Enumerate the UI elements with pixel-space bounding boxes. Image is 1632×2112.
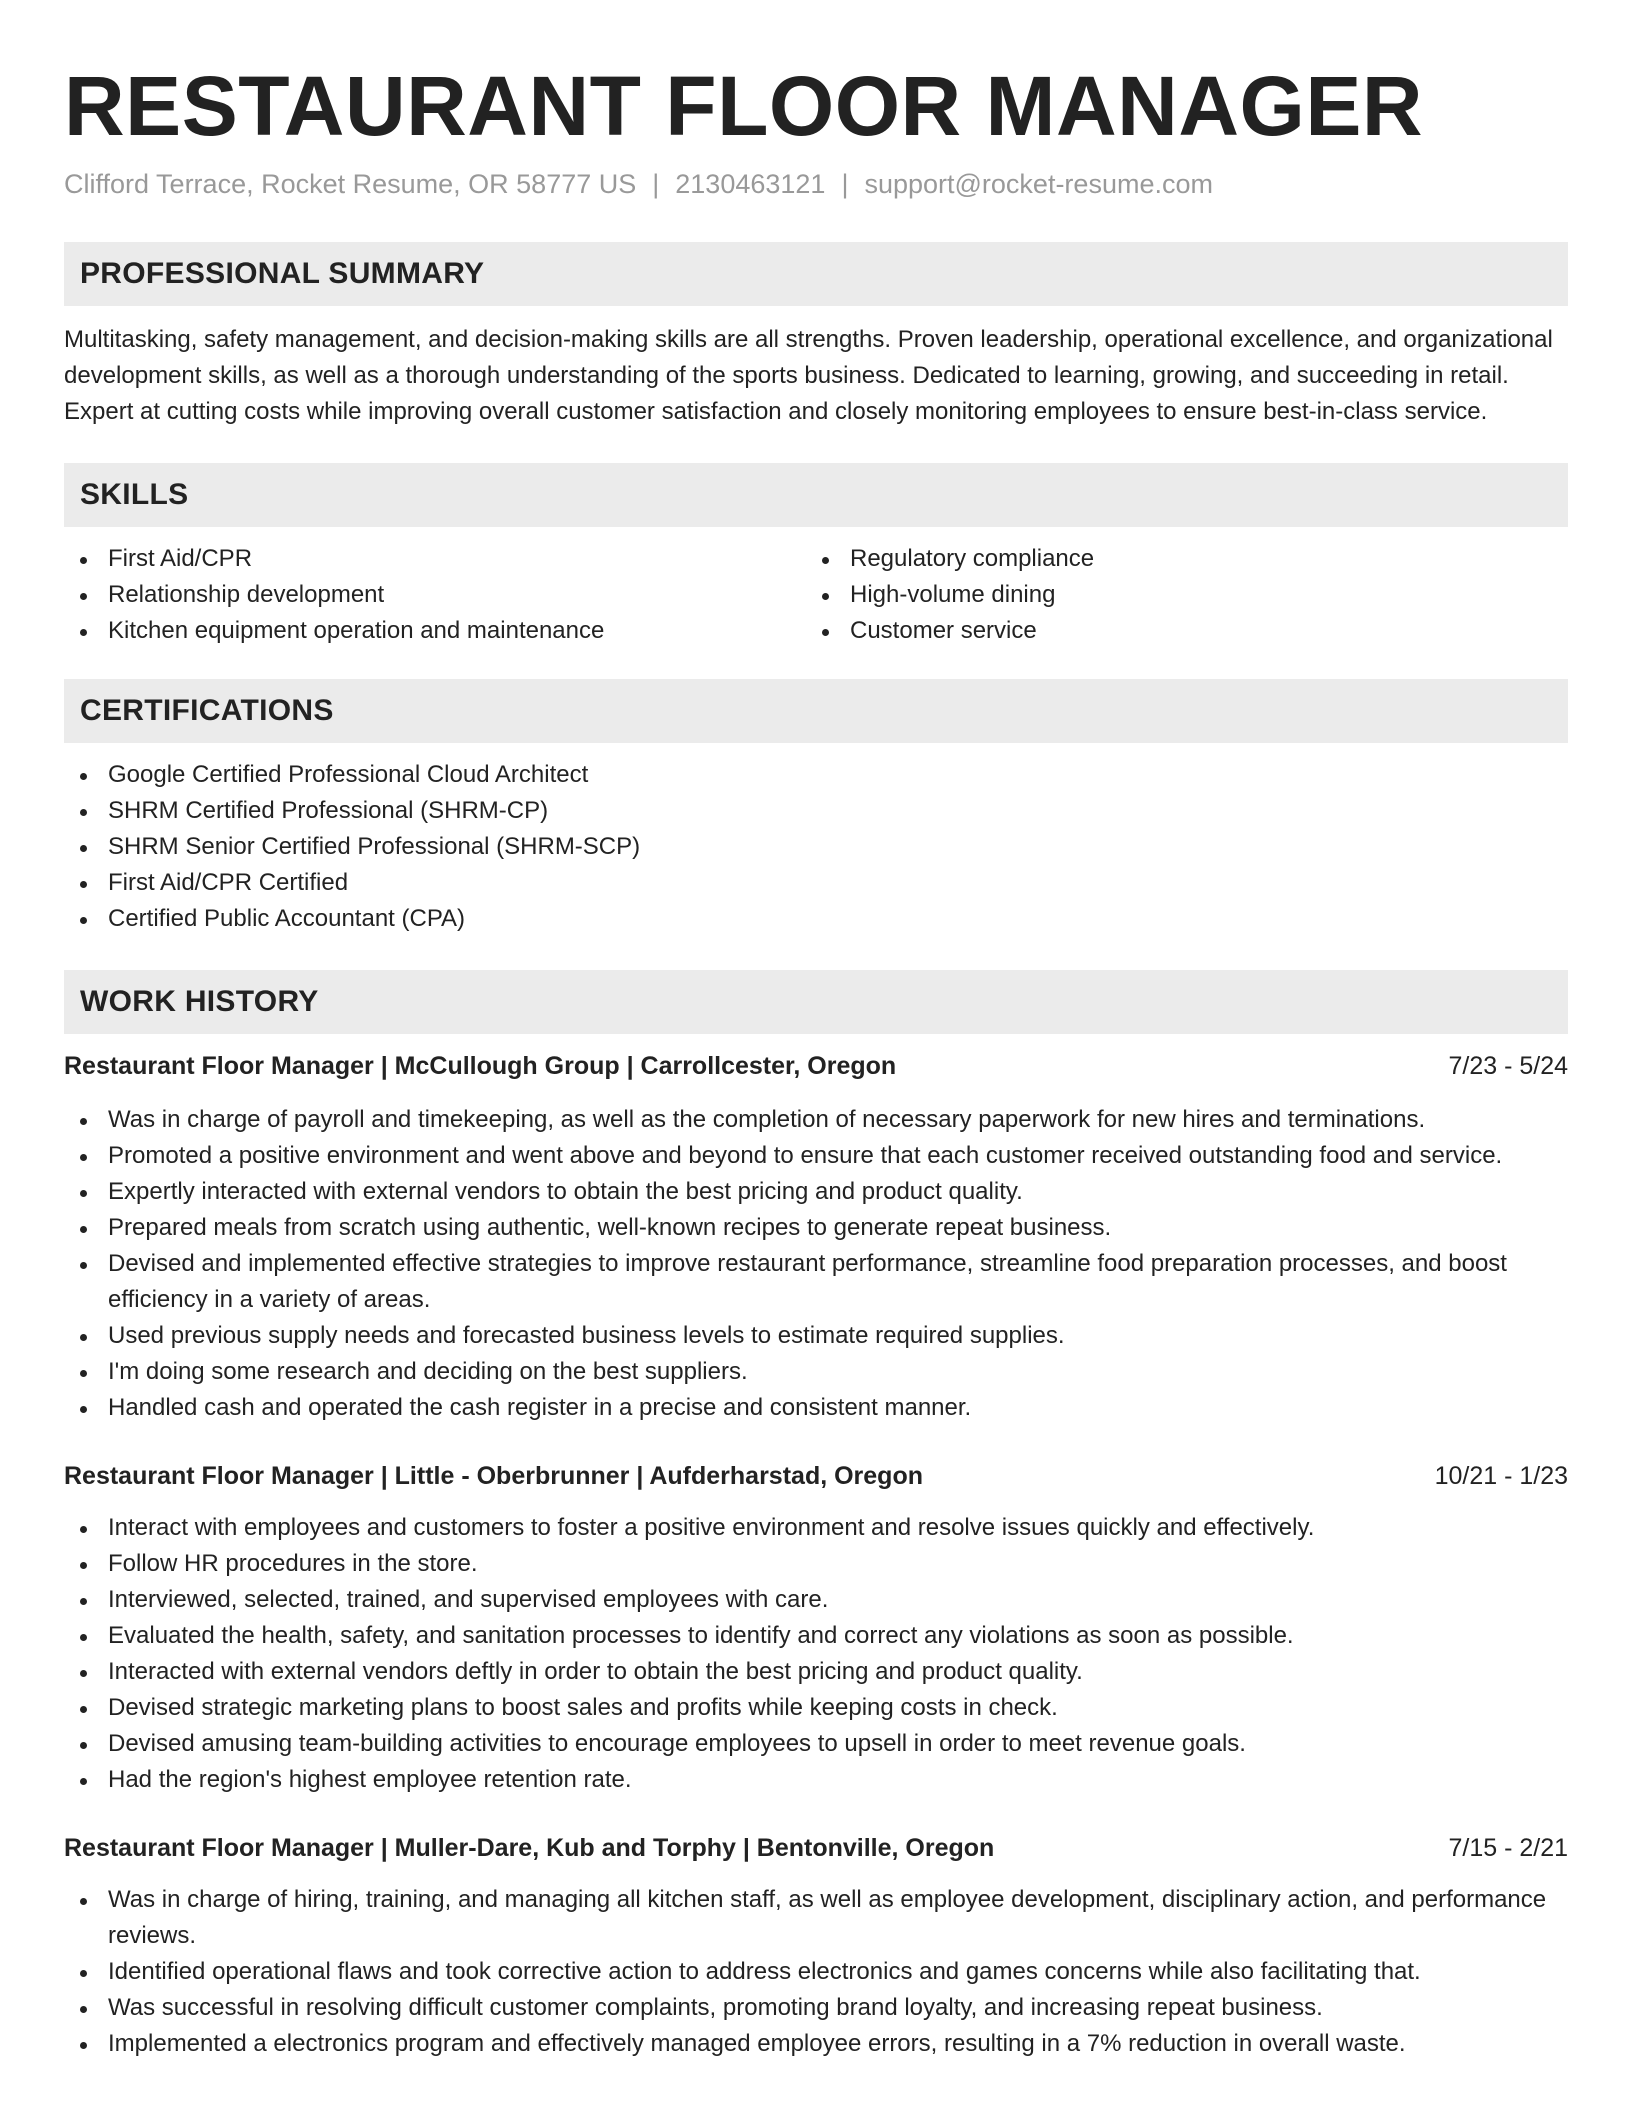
list-item: Devised and implemented effective strategies to improve restaurant performance, streamline food preparation processes, and boost efficiency in a variety of areas. <box>64 1246 1568 1318</box>
certifications-list <box>64 757 1568 937</box>
skills-list-right <box>806 541 1548 649</box>
list-item: Regulatory compliance <box>806 541 1548 577</box>
resume-page <box>64 0 1568 2062</box>
email-link[interactable]: support@rocket-resume.com <box>864 169 1213 199</box>
list-item: Interacted with external vendors deftly in order to obtain the best pricing and product quality. <box>64 1654 1568 1690</box>
list-item: Kitchen equipment operation and maintenance <box>64 613 806 649</box>
list-item: Certified Public Accountant (CPA) <box>64 901 1568 937</box>
list-item: Handled cash and operated the cash register in a precise and consistent manner. <box>64 1390 1568 1426</box>
job-entry <box>64 1830 1568 2062</box>
job-entry <box>64 1048 1568 1426</box>
list-item: First Aid/CPR <box>64 541 806 577</box>
job-dates: 10/21 - 1/23 <box>1434 1462 1568 1490</box>
job-header <box>64 1830 1568 1866</box>
skills-list-left <box>64 541 806 649</box>
job-title: Restaurant Floor Manager | McCullough Group | Carrollcester, Oregon <box>64 1052 897 1080</box>
list-item: High-volume dining <box>806 577 1548 613</box>
list-item: First Aid/CPR Certified <box>64 865 1568 901</box>
skills-grid <box>64 541 1568 649</box>
summary-text: Multitasking, safety management, and decision-making skills are all strengths. Proven leadership, operational excellence, and organizational development skills, as well as a thorough understanding of the sports business. Dedicated to learning, growing, and succeeding in retail. Expert at cutting costs while improving overall customer satisfaction and closely monitoring employees to ensure best-in-class service. <box>64 326 1553 425</box>
section-header-summary: PROFESSIONAL SUMMARY <box>64 242 1568 306</box>
list-item: Expertly interacted with external vendors to obtain the best pricing and product quality. <box>64 1174 1568 1210</box>
contact-separator: | <box>652 169 660 199</box>
job-bullets <box>64 1102 1568 1426</box>
list-item: Was in charge of hiring, training, and managing all kitchen staff, as well as employee development, disciplinary action, and performance reviews. <box>64 1882 1568 1954</box>
list-item: Evaluated the health, safety, and sanitation processes to identify and correct any violations as soon as possible. <box>64 1618 1568 1654</box>
list-item: Identified operational flaws and took corrective action to address electronics and games concerns while also facilitating that. <box>64 1954 1568 1990</box>
job-bullets <box>64 1510 1568 1798</box>
list-item: Used previous supply needs and forecasted business levels to estimate required supplies. <box>64 1318 1568 1354</box>
job-title: Restaurant Floor Manager | Muller-Dare, Kub and Torphy | Bentonville, Oregon <box>64 1834 995 1862</box>
section-header-certifications: CERTIFICATIONS <box>64 679 1568 743</box>
job-header <box>64 1458 1568 1494</box>
list-item: Promoted a positive environment and went above and beyond to ensure that each customer received outstanding food and service. <box>64 1138 1568 1174</box>
list-item: Was successful in resolving difficult customer complaints, promoting brand loyalty, and increasing repeat business. <box>64 1990 1568 2026</box>
contact-line <box>64 166 1568 202</box>
section-header-skills: SKILLS <box>64 463 1568 527</box>
list-item: Had the region's highest employee retention rate. <box>64 1762 1568 1798</box>
list-item: Follow HR procedures in the store. <box>64 1546 1568 1582</box>
list-item: Google Certified Professional Cloud Architect <box>64 757 1568 793</box>
list-item: Interviewed, selected, trained, and supervised employees with care. <box>64 1582 1568 1618</box>
job-entry <box>64 1458 1568 1798</box>
list-item: SHRM Senior Certified Professional (SHRM-SCP) <box>64 829 1568 865</box>
list-item: Implemented a electronics program and effectively managed employee errors, resulting in a 7% reduction in overall waste. <box>64 2026 1568 2062</box>
page-title: RESTAURANT FLOOR MANAGER <box>64 59 1424 153</box>
address: Clifford Terrace, Rocket Resume, OR 58777 US <box>64 169 637 199</box>
list-item: Devised strategic marketing plans to boost sales and profits while keeping costs in check. <box>64 1690 1568 1726</box>
job-bullets <box>64 1882 1568 2062</box>
list-item: I'm doing some research and deciding on the best suppliers. <box>64 1354 1568 1390</box>
job-title: Restaurant Floor Manager | Little - Oberbrunner | Aufderharstad, Oregon <box>64 1462 923 1490</box>
list-item: Prepared meals from scratch using authentic, well-known recipes to generate repeat business. <box>64 1210 1568 1246</box>
list-item: Relationship development <box>64 577 806 613</box>
phone: 2130463121 <box>675 169 826 199</box>
contact-separator: | <box>841 169 849 199</box>
list-item: Customer service <box>806 613 1548 649</box>
list-item: Was in charge of payroll and timekeeping, as well as the completion of necessary paperwork for new hires and terminations. <box>64 1102 1568 1138</box>
list-item: SHRM Certified Professional (SHRM-CP) <box>64 793 1568 829</box>
job-dates: 7/15 - 2/21 <box>1448 1834 1568 1862</box>
section-header-work-history: WORK HISTORY <box>64 970 1568 1034</box>
list-item: Interact with employees and customers to foster a positive environment and resolve issues quickly and effectively. <box>64 1510 1568 1546</box>
job-dates: 7/23 - 5/24 <box>1448 1052 1568 1080</box>
list-item: Devised amusing team-building activities to encourage employees to upsell in order to meet revenue goals. <box>64 1726 1568 1762</box>
job-header <box>64 1048 1568 1084</box>
